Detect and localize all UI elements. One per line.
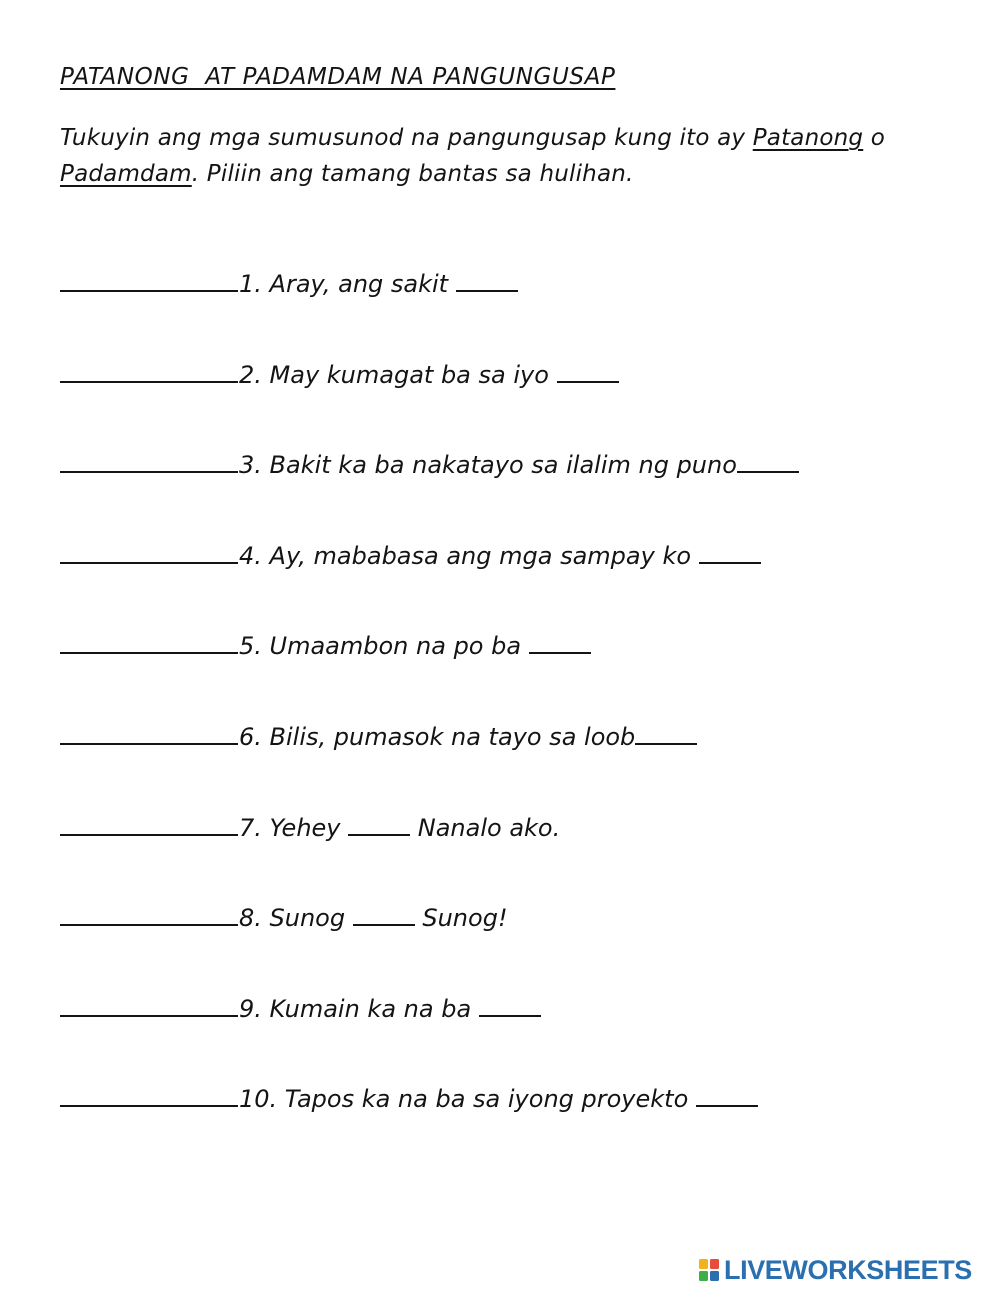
question-text: 3. Bakit ka ba nakatayo sa ilalim ng puno: [239, 451, 737, 480]
punctuation-blank[interactable]: [479, 991, 541, 1017]
punctuation-blank[interactable]: [353, 900, 415, 926]
question-text: 7. Yehey: [239, 813, 349, 842]
question-item-4: [60, 538, 960, 629]
answer-blank[interactable]: [60, 1081, 238, 1107]
answer-blank[interactable]: [60, 538, 238, 564]
liveworksheets-logo-icon: [698, 1258, 720, 1282]
question-item-5: [60, 628, 960, 719]
question-item-10: [60, 1081, 960, 1172]
punctuation-blank[interactable]: [737, 447, 799, 473]
term-patanong: Patanong: [752, 125, 864, 151]
liveworksheets-logo: [698, 1256, 972, 1284]
question-item-3: [60, 447, 960, 538]
punctuation-blank[interactable]: [696, 1081, 758, 1107]
question-text: 1. Aray, ang sakit: [239, 270, 456, 298]
answer-blank[interactable]: [60, 628, 238, 654]
question-text-after: Nanalo ako.: [410, 813, 561, 842]
question-text: 9. Kumain ka na ba: [239, 994, 479, 1023]
answer-blank[interactable]: [60, 991, 238, 1017]
punctuation-blank[interactable]: [699, 538, 761, 564]
liveworksheets-wordmark: LIVEWORKSHEETS: [724, 1254, 972, 1285]
term-padamdam: Padamdam: [60, 161, 192, 187]
instructions-text-o: o: [863, 125, 886, 151]
answer-blank[interactable]: [60, 266, 238, 292]
question-item-9: [60, 991, 960, 1082]
question-text: 10. Tapos ka na ba sa iyong proyekto: [239, 1085, 696, 1114]
answer-blank[interactable]: [60, 810, 238, 836]
question-text: 6. Bilis, pumasok na tayo sa loob: [239, 722, 636, 751]
answer-blank[interactable]: [60, 900, 238, 926]
question-text: 8. Sunog: [239, 904, 353, 933]
instructions: [60, 120, 950, 192]
question-text: 5. Umaambon na po ba: [239, 632, 529, 661]
instructions-text-end: . Piliin ang tamang bantas sa hulihan.: [191, 161, 634, 187]
question-item-1: [60, 266, 960, 357]
answer-blank[interactable]: [60, 447, 238, 473]
punctuation-blank[interactable]: [456, 266, 518, 292]
punctuation-blank[interactable]: [348, 810, 410, 836]
question-item-2: [60, 357, 960, 448]
question-item-6: [60, 719, 960, 810]
punctuation-blank[interactable]: [557, 357, 619, 383]
question-list: [60, 266, 960, 1172]
answer-blank[interactable]: [60, 357, 238, 383]
question-item-8: [60, 900, 960, 991]
worksheet-title: PATANONG AT PADAMDAM NA PANGUNGUSAP: [60, 64, 616, 90]
question-text: 4. Ay, mababasa ang mga sampay ko: [239, 541, 699, 570]
punctuation-blank[interactable]: [635, 719, 697, 745]
instructions-text: Tukuyin ang mga sumusunod na pangungusap kung ito ay: [60, 125, 753, 151]
punctuation-blank[interactable]: [529, 628, 591, 654]
question-item-7: [60, 810, 960, 901]
answer-blank[interactable]: [60, 719, 238, 745]
question-text: 2. May kumagat ba sa iyo: [239, 360, 557, 389]
question-text-after: Sunog!: [414, 904, 508, 933]
